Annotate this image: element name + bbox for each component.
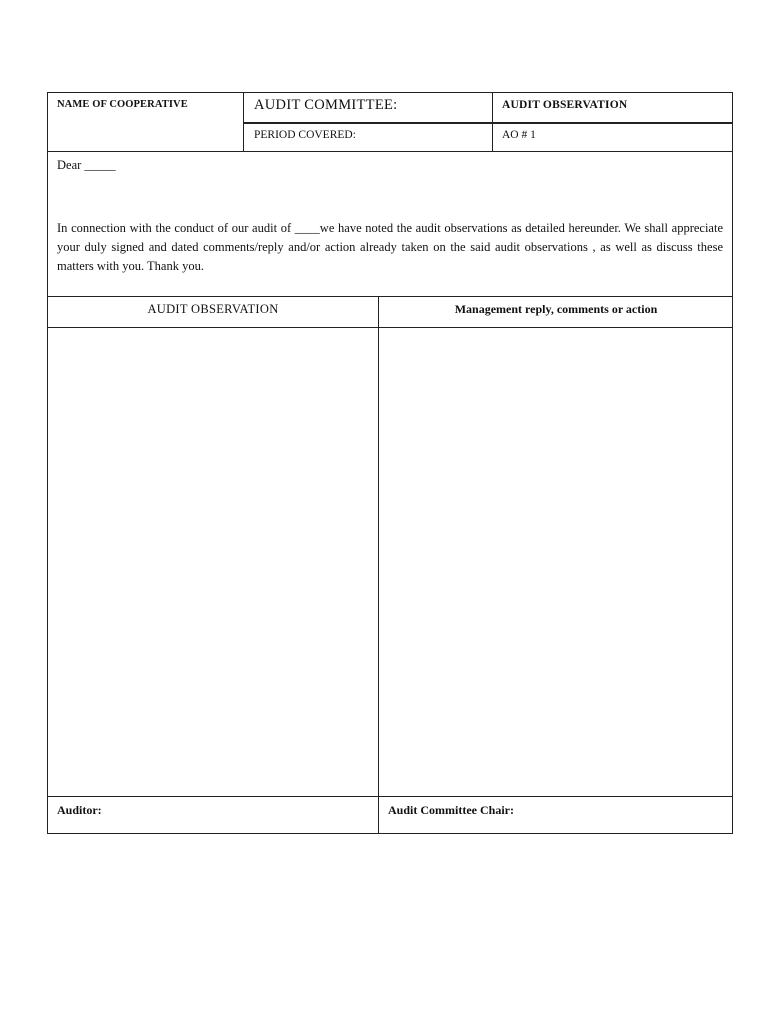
header-bottom-line bbox=[48, 151, 733, 152]
column-divider bbox=[378, 296, 379, 834]
audit-committee-label: AUDIT COMMITTEE: bbox=[254, 97, 398, 113]
letter-bottom-line bbox=[48, 296, 733, 297]
audit-observation-title: AUDIT OBSERVATION bbox=[502, 99, 628, 111]
management-reply-area[interactable] bbox=[380, 329, 732, 795]
column-header-bottom-line bbox=[48, 327, 733, 328]
auditor-signature-label: Auditor: bbox=[57, 803, 102, 817]
period-covered-label: PERIOD COVERED: bbox=[254, 129, 356, 141]
footer-top-line bbox=[48, 796, 733, 797]
ao-number: AO # 1 bbox=[502, 129, 536, 141]
header-row-divider bbox=[243, 122, 733, 124]
salutation: Dear _____ bbox=[57, 158, 116, 172]
management-reply-column-header: Management reply, comments or action bbox=[454, 302, 658, 316]
letter-body: In connection with the conduct of our audit of ____we have noted the audit observations as detailed hereunder. We shall appreciate your duly signed and dated comments/reply and/or action already taken on the said audit observations , as well as discuss these matters with you. Thank you. bbox=[57, 221, 723, 273]
audit-observation-form bbox=[47, 92, 733, 834]
cooperative-name-label: NAME OF COOPERATIVE bbox=[57, 99, 188, 110]
audit-committee-chair-signature-label: Audit Committee Chair: bbox=[388, 803, 514, 817]
audit-observation-area[interactable] bbox=[49, 329, 378, 795]
audit-observation-column-header: AUDIT OBSERVATION bbox=[147, 302, 279, 316]
